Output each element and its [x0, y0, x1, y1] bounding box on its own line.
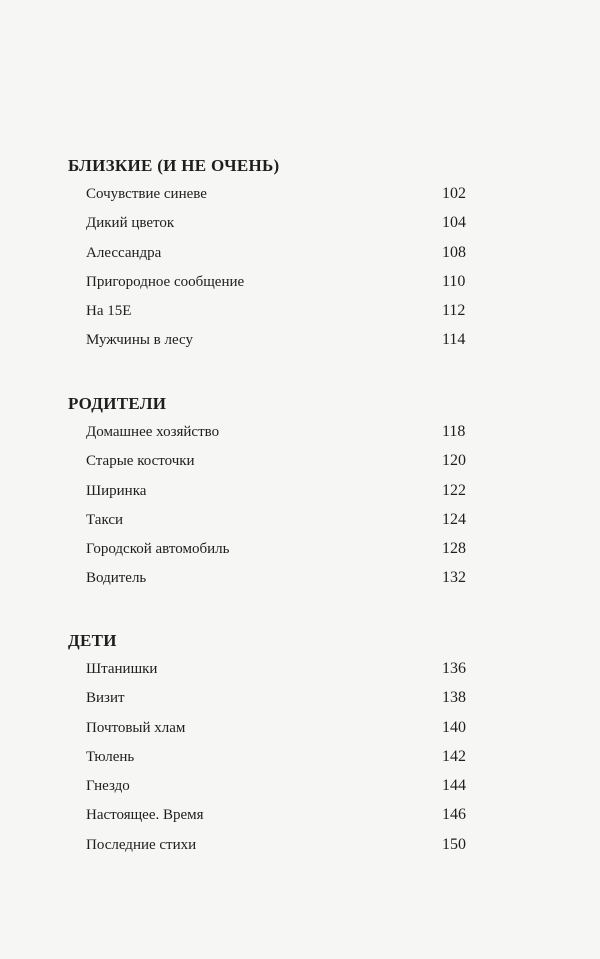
entry-title: Водитель [86, 570, 147, 587]
entry-title: Такси [86, 511, 124, 528]
toc-entry [68, 330, 488, 359]
entry-page-number: 140 [442, 718, 466, 736]
entry-page-number: 142 [442, 747, 466, 765]
entry-title: Пригородное сообщение [86, 273, 245, 290]
entry-list [68, 184, 488, 360]
entry-title: Почтовый хлам [86, 719, 186, 736]
toc-section-close-ones [68, 156, 488, 360]
entry-page-number: 112 [442, 302, 466, 320]
toc-entry [68, 301, 488, 330]
toc-entry [68, 213, 488, 242]
section-title: РОДИТЕЛИ [68, 394, 167, 413]
entry-page-number: 122 [442, 481, 466, 499]
entry-title: Алессандра [86, 244, 162, 261]
toc-entry [68, 243, 488, 272]
entry-page-number: 102 [442, 185, 466, 202]
toc-entry [68, 747, 488, 776]
entry-title: Городской автомобиль [86, 541, 230, 558]
entry-page-number: 144 [442, 777, 466, 795]
section-title: БЛИЗКИЕ (И НЕ ОЧЕНЬ) [68, 156, 280, 175]
entry-page-number: 146 [442, 806, 466, 824]
toc-entry [68, 688, 488, 717]
entry-page-number: 150 [442, 835, 466, 853]
toc-entry [68, 568, 488, 597]
entry-title: Домашнее хозяйство [86, 424, 220, 440]
toc-entry [68, 422, 488, 451]
entry-page-number: 114 [442, 331, 466, 349]
toc-entry [68, 835, 488, 864]
entry-title: Настоящее. Время [86, 807, 204, 824]
toc-entry [68, 718, 488, 747]
toc-entry [68, 659, 488, 688]
toc-entry [68, 776, 488, 805]
entry-page-number: 138 [442, 689, 466, 707]
entry-page-number: 132 [442, 569, 466, 587]
entry-page-number: 110 [442, 272, 466, 290]
entry-page-number: 118 [442, 423, 466, 440]
section-title: ДЕТИ [68, 631, 117, 650]
entry-title: Мужчины в лесу [86, 332, 193, 349]
toc-entry [68, 272, 488, 301]
entry-list [68, 659, 488, 864]
toc-entry [68, 481, 488, 510]
toc-section-parents [68, 394, 488, 598]
entry-title: Сочувствие синеве [86, 186, 207, 202]
entry-title: Ширинка [86, 482, 147, 499]
toc-entry [68, 184, 488, 213]
entry-title: Последние стихи [86, 836, 197, 853]
entry-title: Старые косточки [86, 453, 195, 470]
entry-title: Тюлень [86, 748, 135, 765]
toc-entry [68, 510, 488, 539]
entry-title: Гнездо [86, 778, 130, 795]
entry-title: Штанишки [86, 661, 158, 677]
entry-page-number: 108 [442, 243, 466, 261]
entry-page-number: 128 [442, 540, 466, 558]
toc-entry [68, 451, 488, 480]
entry-page-number: 124 [442, 510, 466, 528]
entry-title: На 15Е [86, 303, 132, 320]
entry-page-number: 104 [442, 214, 466, 232]
entry-page-number: 136 [442, 660, 466, 677]
toc-entry [68, 805, 488, 834]
entry-page-number: 120 [442, 452, 466, 470]
entry-title: Дикий цветок [86, 215, 175, 232]
entry-list [68, 422, 488, 598]
toc-entry [68, 539, 488, 568]
entry-title: Визит [86, 690, 125, 707]
toc-section-children [68, 631, 488, 864]
